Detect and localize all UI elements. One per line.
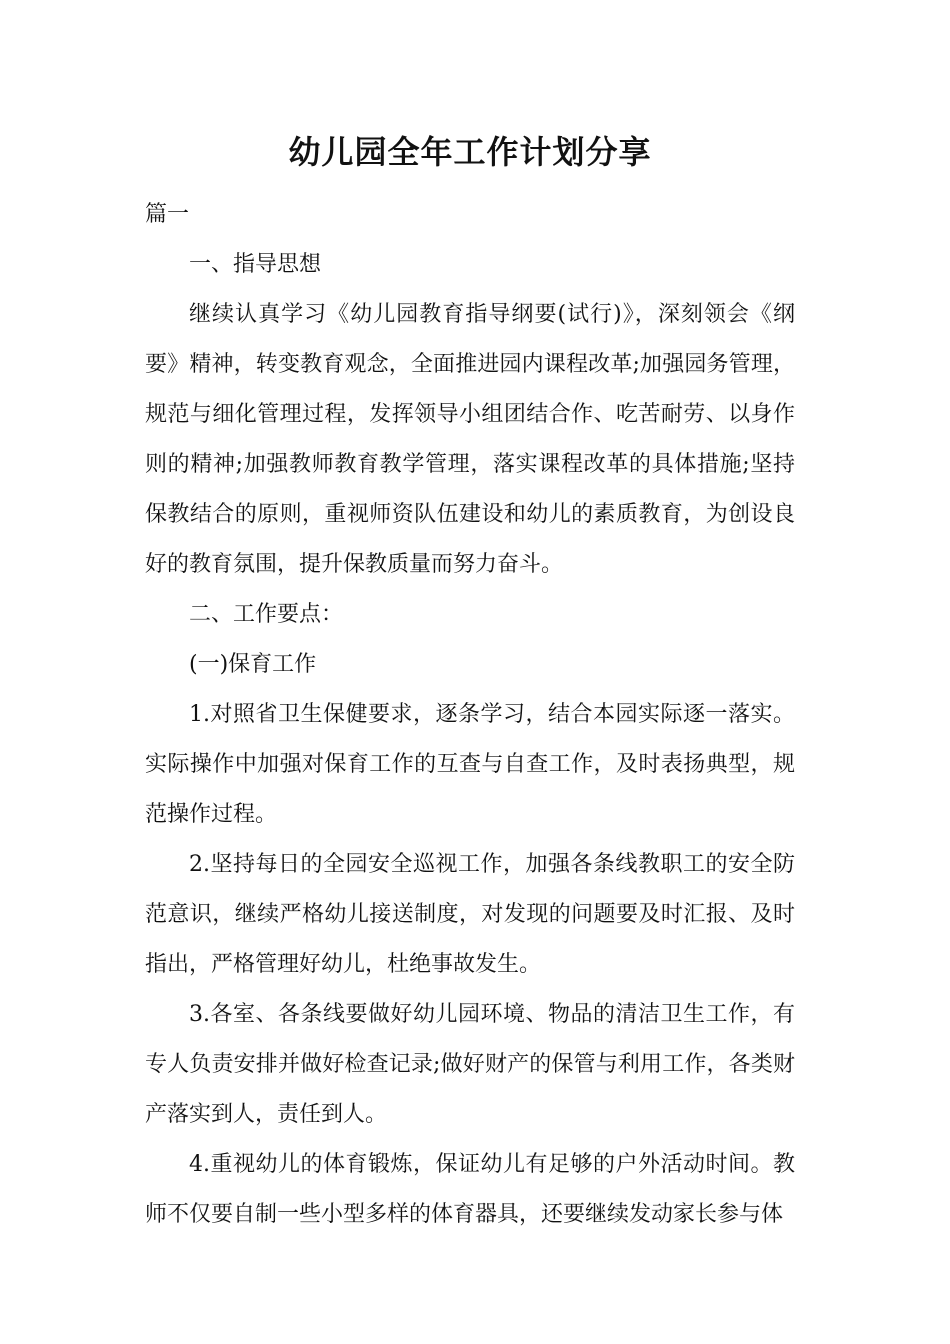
list-item-2: 2.坚持每日的全园安全巡视工作，加强各条线教职工的安全防范意识，继续严格幼儿接送制度，对发现的问题要及时汇报、及时指出，严格管理好幼儿，杜绝事故发生。	[145, 852, 795, 977]
list-item-1: 1.对照省卫生保健要求，逐条学习，结合本园实际逐一落实。实际操作中加强对保育工作的互查与自查工作，及时表扬典型，规范操作过程。	[145, 702, 795, 827]
subheading-care-work: (一)保育工作	[189, 652, 317, 677]
document-page	[145, 128, 795, 1240]
list-item-3: 3.各室、各条线要做好幼儿园环境、物品的清洁卫生工作，有专人负责安排并做好检查记录;做好财产的保管与利用工作，各类财产落实到人，责任到人。	[145, 1002, 795, 1127]
heading-work-points: 二、工作要点：	[189, 602, 344, 627]
document-title: 幼儿园全年工作计划分享	[288, 133, 652, 171]
section-label: 篇一	[145, 202, 190, 227]
list-item-4: 4.重视幼儿的体育锻炼，保证幼儿有足够的户外活动时间。教师不仅要自制一些小型多样的体育器具，还要继续发动家长参与体	[145, 1152, 795, 1227]
heading-guiding-ideology: 一、指导思想	[189, 252, 322, 277]
paragraph-guiding-ideology: 继续认真学习《幼儿园教育指导纲要(试行)》，深刻领会《纲要》精神，转变教育观念，全面推进园内课程改革;加强园务管理，规范与细化管理过程，发挥领导小组团结合作、吃苦耐劳、以身作则的精神;加强教师教育教学管理，落实课程改革的具体措施;坚持保教结合的原则，重视师资队伍建设和幼儿的素质教育，为创设良好的教育氛围，提升保教质量而努力奋斗。	[145, 302, 795, 577]
